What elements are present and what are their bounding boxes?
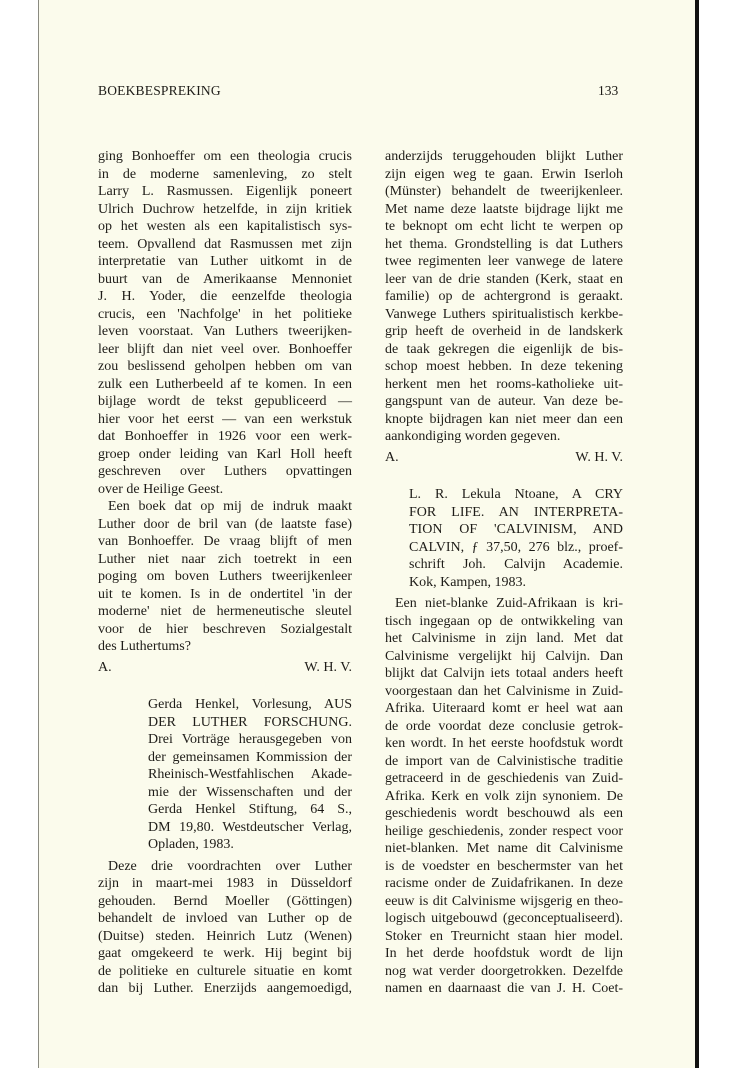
text-line: op het westen als een kapitalistisch sys-	[98, 219, 352, 234]
text-line: TION OF 'CALVINISM, AND	[409, 522, 623, 537]
review-paragraph	[98, 858, 352, 998]
text-line: racisme onder de Zuidafrikanen. In deze	[385, 876, 623, 891]
text-line: buurt van de Amerikaanse Mennoniet	[98, 271, 352, 287]
left-column	[98, 148, 352, 998]
text-line: mie der Wissenschaften und der	[148, 784, 352, 800]
review-paragraph	[98, 148, 352, 498]
text-line: gaat omgekeerd te werk. Hij begint bij	[98, 946, 352, 961]
text-line: de orde voordat deze conclusie getrok-	[385, 718, 623, 734]
text-line: Met name deze laatste bijdrage lijkt me	[385, 201, 623, 217]
text-line: anderzijds teruggehouden blijkt Luther	[385, 149, 623, 164]
text-line: In het derde hoofdstuk wordt de lijn	[385, 946, 623, 961]
text-line: logisch uitgebouwd (geconceptualiseerd).	[385, 911, 623, 926]
text-line: niet-blanken. Met name dit Calvinisme	[385, 841, 623, 856]
text-line: Drei Vorträge herausgegeben von	[148, 732, 352, 747]
text-line: geschiedenis wordt beschouwd als een	[385, 806, 623, 821]
text-line: bijlage wordt de tekst gepubliceerd —	[98, 394, 352, 409]
text-line: Rheinisch-Westfahlischen Akade-	[148, 767, 352, 782]
text-line: Gerda Henkel, Vorlesung, AUS	[148, 697, 352, 712]
text-line: (Münster) behandelt de tweerijkenleer.	[385, 184, 623, 199]
text-line: voor de hier beschreven Sozialgestalt	[98, 621, 352, 637]
text-line: der gemeinsamen Kommission der	[148, 749, 352, 765]
text-line: interpretatie van Luther uitkomt in de	[98, 254, 352, 269]
text-line: zulk een Lutherbeeld af te komen. In een	[98, 376, 352, 392]
text-line: Ulrich Duchrow hetzelfde, in zijn kritiek	[98, 201, 352, 217]
review-paragraph	[385, 595, 623, 998]
signature-place: A.	[98, 659, 112, 675]
text-line: de taak gekregen die eigenlijk de bis-	[385, 341, 623, 357]
text-line: (Duitse) steden. Heinrich Lutz (Wenen)	[98, 928, 352, 944]
text-line: Larry L. Rasmussen. Eigenlijk poneert	[98, 184, 352, 199]
text-line: uit te komen. Is in de ondertitel 'in der	[98, 586, 352, 602]
text-line: eeuw is dit Calvinisme wijsgerig en theo-	[385, 893, 623, 909]
text-line: Luther door de bril van (de laatste fase)	[98, 516, 352, 532]
text-line: de politieke en culturele situatie en komt	[98, 963, 352, 979]
text-line: dat Bonhoeffer in 1926 voor een werk-	[98, 429, 352, 444]
reviewer-initials: W. H. V.	[304, 659, 352, 675]
text-line: twee regimenten leer vanwege de latere	[385, 254, 623, 269]
review-paragraph	[98, 498, 352, 656]
page-number: 133	[598, 83, 619, 98]
review-paragraph	[385, 148, 623, 446]
text-line: zijn in maart-mei 1983 in Düsseldorf	[98, 876, 352, 891]
text-line: DM 19,80. Westdeutscher Verlag,	[148, 819, 352, 835]
text-line: Afrika. Uiteraard komt er heel wat aan	[385, 701, 623, 716]
text-line: gehouden. Bernd Moeller (Göttingen)	[98, 893, 352, 909]
text-line: des Luthertums?	[98, 639, 191, 654]
text-line: CALVIN, ƒ 37,50, 276 blz., proef-	[409, 539, 623, 555]
text-line: gangspunt van de auteur. Van deze be-	[385, 394, 623, 409]
running-header: BOEKBESPREKING	[98, 83, 221, 98]
text-line: in de moderne samenleving, zo stelt	[98, 166, 352, 182]
text-line: ken wordt. In het eerste hoofdstuk wordt	[385, 736, 623, 751]
text-line: schrift Joh. Calvijn Academie.	[409, 557, 623, 572]
text-line: familie) op de achtergrond is geraakt.	[385, 289, 623, 304]
text-line: L. R. Lekula Ntoane, A CRY	[409, 487, 623, 502]
text-line: herkent men het rooms-katholieke uit-	[385, 376, 623, 392]
text-line: Vanwege Luthers spiritualistisch kerkbe-	[385, 306, 623, 322]
text-line: geschreven over Luthers opvattingen	[98, 464, 352, 479]
text-line: zou beslissend geholpen hebben om van	[98, 359, 352, 374]
text-line: van Bonhoeffer. De vraag blijft of men	[98, 534, 352, 549]
text-line: aankondiging worden gegeven.	[385, 429, 561, 444]
text-line: Kok, Kampen, 1983.	[409, 574, 527, 590]
text-line: FOR LIFE. AN INTERPRETA-	[409, 504, 623, 520]
text-line: zijn eigen weg te gaan. Erwin Iserloh	[385, 166, 623, 182]
text-line: DER LUTHER FORSCHUNG.	[148, 714, 352, 730]
text-line: ging Bonhoeffer om een theologia crucis	[98, 149, 352, 164]
text-line: Afrika. Kerk en volk zijn synoniem. De	[385, 788, 623, 804]
text-line: voorgestaan dan het Calvinisme in Zuid-	[385, 683, 623, 699]
text-line: Een niet-blanke Zuid-Afrikaan is kri-	[395, 596, 623, 611]
text-line: teem. Opvallend dat Rasmussen met zijn	[98, 236, 352, 252]
text-line: Een boek dat op mij de indruk maakt	[108, 499, 352, 514]
review-signature	[98, 659, 352, 677]
text-line: nog wat verder doorgetrokken. Dezelfde	[385, 963, 623, 979]
text-line: hier voor het eerst — van een werkstuk	[98, 411, 352, 427]
text-line: Stoker en Treurnicht staan hier model.	[385, 928, 623, 944]
book-citation	[98, 696, 352, 854]
signature-place: A.	[385, 449, 399, 465]
text-line: moderne' niet de hermeneutische sleutel	[98, 604, 352, 619]
text-line: getraceerd in de geschiedenis van Zuid-	[385, 771, 623, 786]
text-line: groep onder leiding van Karl Holl heeft	[98, 446, 352, 462]
text-line: crucis, een 'Nachfolge' in het politieke	[98, 306, 352, 322]
text-line: leer van de drie standen (Kerk, staat en	[385, 271, 623, 287]
text-line: Opladen, 1983.	[148, 837, 234, 852]
text-line: is de voedster en beschermster van het	[385, 858, 623, 874]
text-line: knopte bijdragen kan niet meer dan een	[385, 411, 623, 427]
reviewer-initials: W. H. V.	[575, 449, 623, 465]
text-line: de import van de Calvinistische traditie	[385, 753, 623, 769]
text-line: dan bij Luther. Enerzijds aangemoedigd,	[98, 981, 352, 996]
text-line: blijkt dat Calvijn iets totaal anders heeft	[385, 666, 623, 681]
text-line: behandelt de invloed van Luther op de	[98, 911, 352, 926]
text-line: J. H. Yoder, die eenzelfde theologia	[98, 289, 352, 304]
right-column	[385, 148, 623, 998]
text-line: het thema. Grondstelling is dat Luthers	[385, 236, 623, 252]
text-line: leer blijft dan niet veel over. Bonhoeffer	[98, 341, 352, 357]
book-citation	[385, 486, 623, 591]
text-line: Luther niet naar zich toetrekt in een	[98, 551, 352, 567]
text-line: heilige geschiedenis, zonder respect voor	[385, 823, 623, 839]
text-line: Deze drie voordrachten over Luther	[108, 858, 352, 874]
text-line: Gerda Henkel Stiftung, 64 S.,	[148, 802, 352, 817]
text-line: over de Heilige Geest.	[98, 481, 224, 497]
text-line: leven voorstaat. Van Luthers tweerijken-	[98, 324, 352, 339]
text-line: het Calvinisme in zijn land. Met dat	[385, 631, 623, 646]
text-line: grip heeft de overheid in de landskerk	[385, 324, 623, 339]
text-line: tisch ingegaan op de ontwikkeling van	[385, 613, 623, 629]
text-line: te beknopt om echt licht te werpen op	[385, 219, 623, 234]
text-line: Calvinisme vergelijkt hij Calvijn. Dan	[385, 648, 623, 664]
text-line: poging om boven Luthers tweerijkenleer	[98, 569, 352, 584]
text-line: namen en daarnaast die van J. H. Coet-	[385, 981, 623, 996]
text-line: schop moest hebben. In deze tekening	[385, 359, 623, 374]
review-signature	[385, 449, 623, 467]
